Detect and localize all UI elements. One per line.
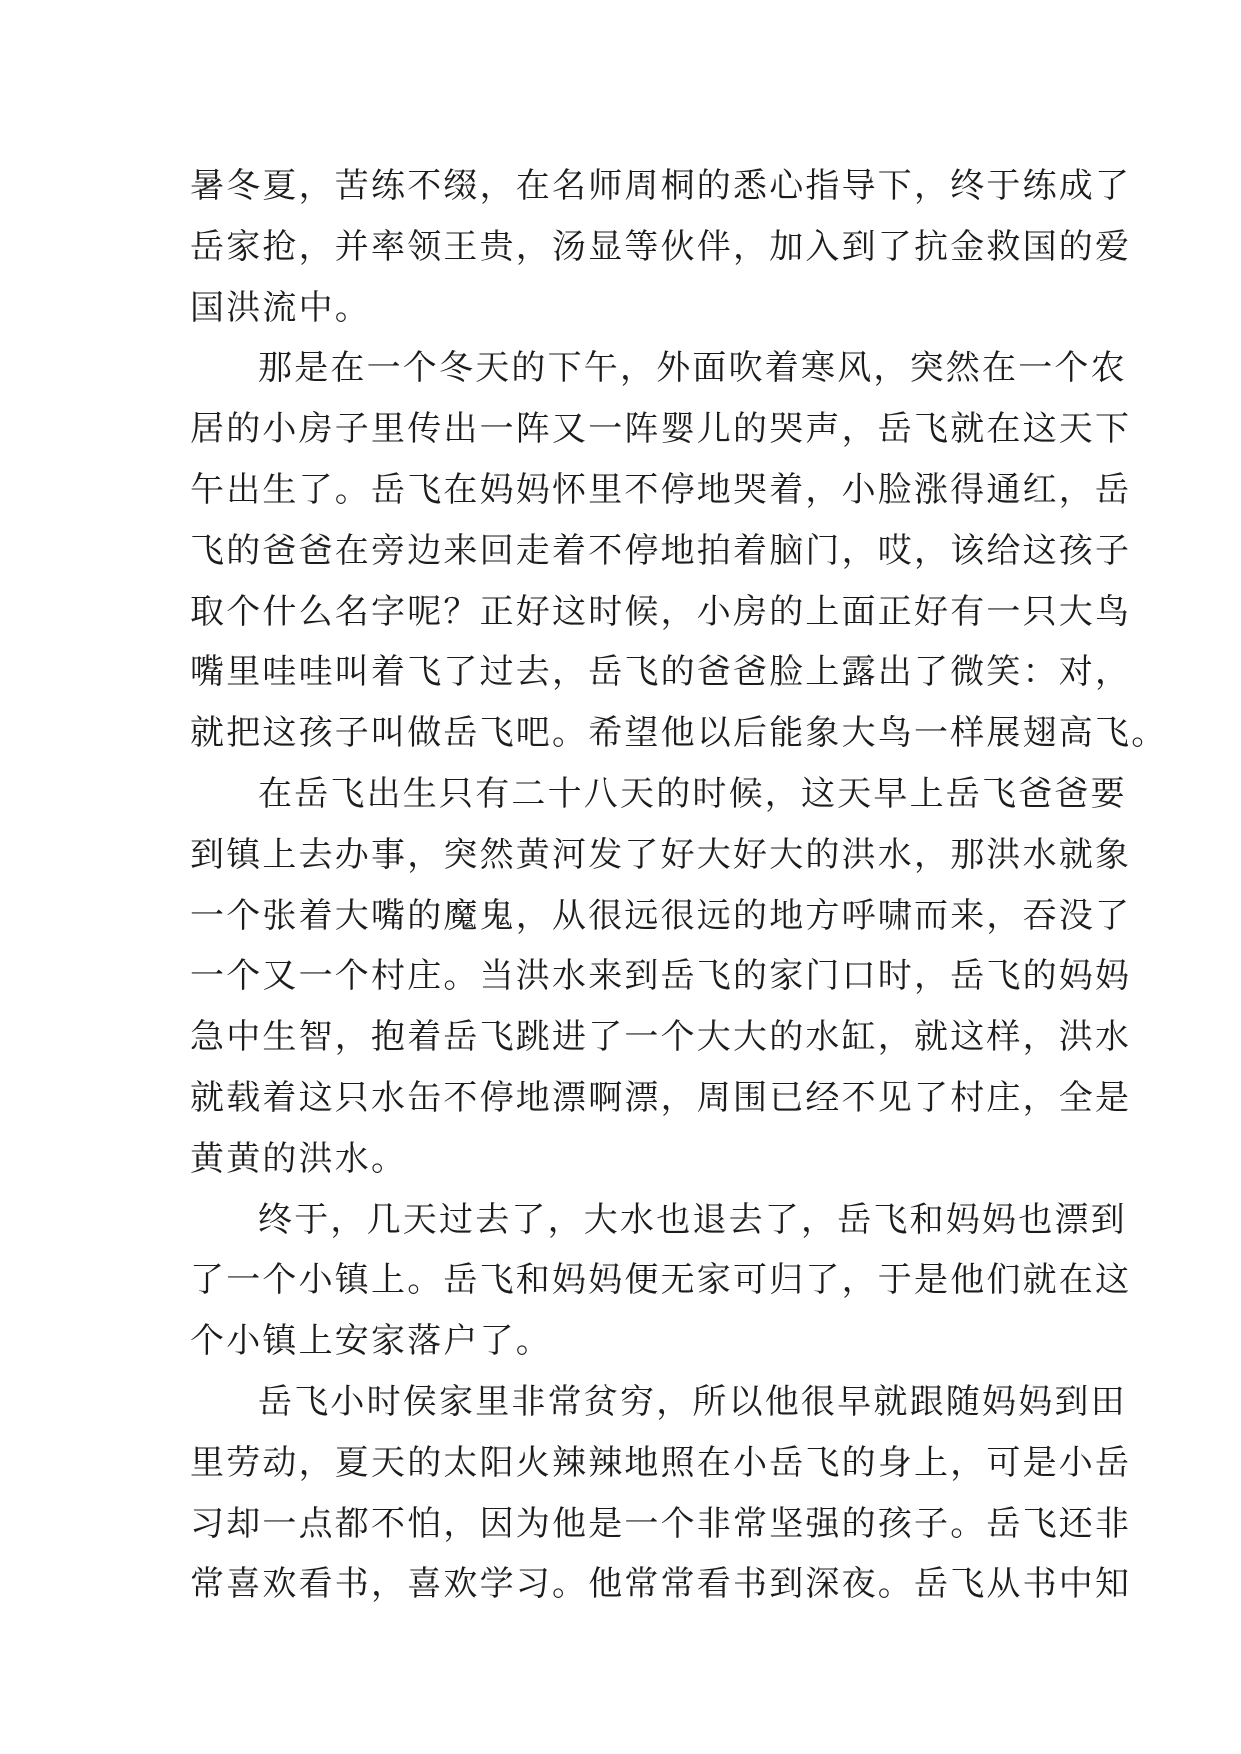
text-line: 居的小房子里传出一阵又一阵婴儿的哭声，岳飞就在这天下: [190, 409, 1132, 450]
text-line: 一个又一个村庄。当洪水来到岳飞的家门口时，岳飞的妈妈: [190, 956, 1132, 997]
text-line: 了一个小镇上。岳飞和妈妈便无家可归了，于是他们就在这: [190, 1260, 1132, 1301]
text-line: 黄黄的洪水。: [190, 1138, 408, 1179]
text-line: 就把这孩子叫做岳飞吧。希望他以后能象大鸟一样展翅高飞。: [190, 713, 1168, 754]
paragraph-first-line: 终于，几天过去了，大水也退去了，岳飞和妈妈也漂到: [258, 1199, 1127, 1240]
text-line: 飞的爸爸在旁边来回走着不停地拍着脑门，哎，该给这孩子: [190, 530, 1132, 571]
text-line: 暑冬夏，苦练不缀，在名师周桐的悉心指导下，终于练成了: [190, 166, 1132, 206]
text-line: 取个什么名字呢？正好这时候，小房的上面正好有一只大鸟: [190, 591, 1132, 632]
text-line: 岳家抢，并率领王贵，汤显等伙伴，加入到了抗金救国的爱: [190, 226, 1132, 267]
text-line: 午出生了。岳飞在妈妈怀里不停地哭着，小脸涨得通红，岳: [190, 469, 1132, 510]
text-line: 急中生智，抱着岳飞跳进了一个大大的水缸，就这样，洪水: [190, 1017, 1132, 1058]
paragraph-first-line: 那是在一个冬天的下午，外面吹着寒风，突然在一个农: [258, 348, 1127, 389]
text-line: 个小镇上安家落户了。: [190, 1321, 552, 1362]
text-line: 习却一点都不怕，因为他是一个非常坚强的孩子。岳飞还非: [190, 1503, 1132, 1544]
text-line: 一个张着大嘴的魔鬼，从很远很远的地方呼啸而来，吞没了: [190, 895, 1132, 936]
text-line: 国洪流中。: [190, 287, 371, 328]
text-line: 就载着这只水缶不停地漂啊漂，周围已经不见了村庄，全是: [190, 1077, 1132, 1118]
paragraph-first-line: 岳飞小时侯家里非常贫穷，所以他很早就跟随妈妈到田: [258, 1381, 1127, 1422]
text-line: 嘴里哇哇叫着飞了过去，岳飞的爸爸脸上露出了微笑：对，: [190, 652, 1132, 693]
text-line: 常喜欢看书，喜欢学习。他常常看书到深夜。岳飞从书中知: [190, 1564, 1132, 1605]
body-text: [190, 156, 1168, 1615]
text-line: 里劳动，夏天的太阳火辣辣地照在小岳飞的身上，可是小岳: [190, 1442, 1132, 1483]
text-line: 到镇上去办事，突然黄河发了好大好大的洪水，那洪水就象: [190, 834, 1132, 875]
paragraph-first-line: 在岳飞出生只有二十八天的时候，这天早上岳飞爸爸要: [258, 773, 1127, 814]
